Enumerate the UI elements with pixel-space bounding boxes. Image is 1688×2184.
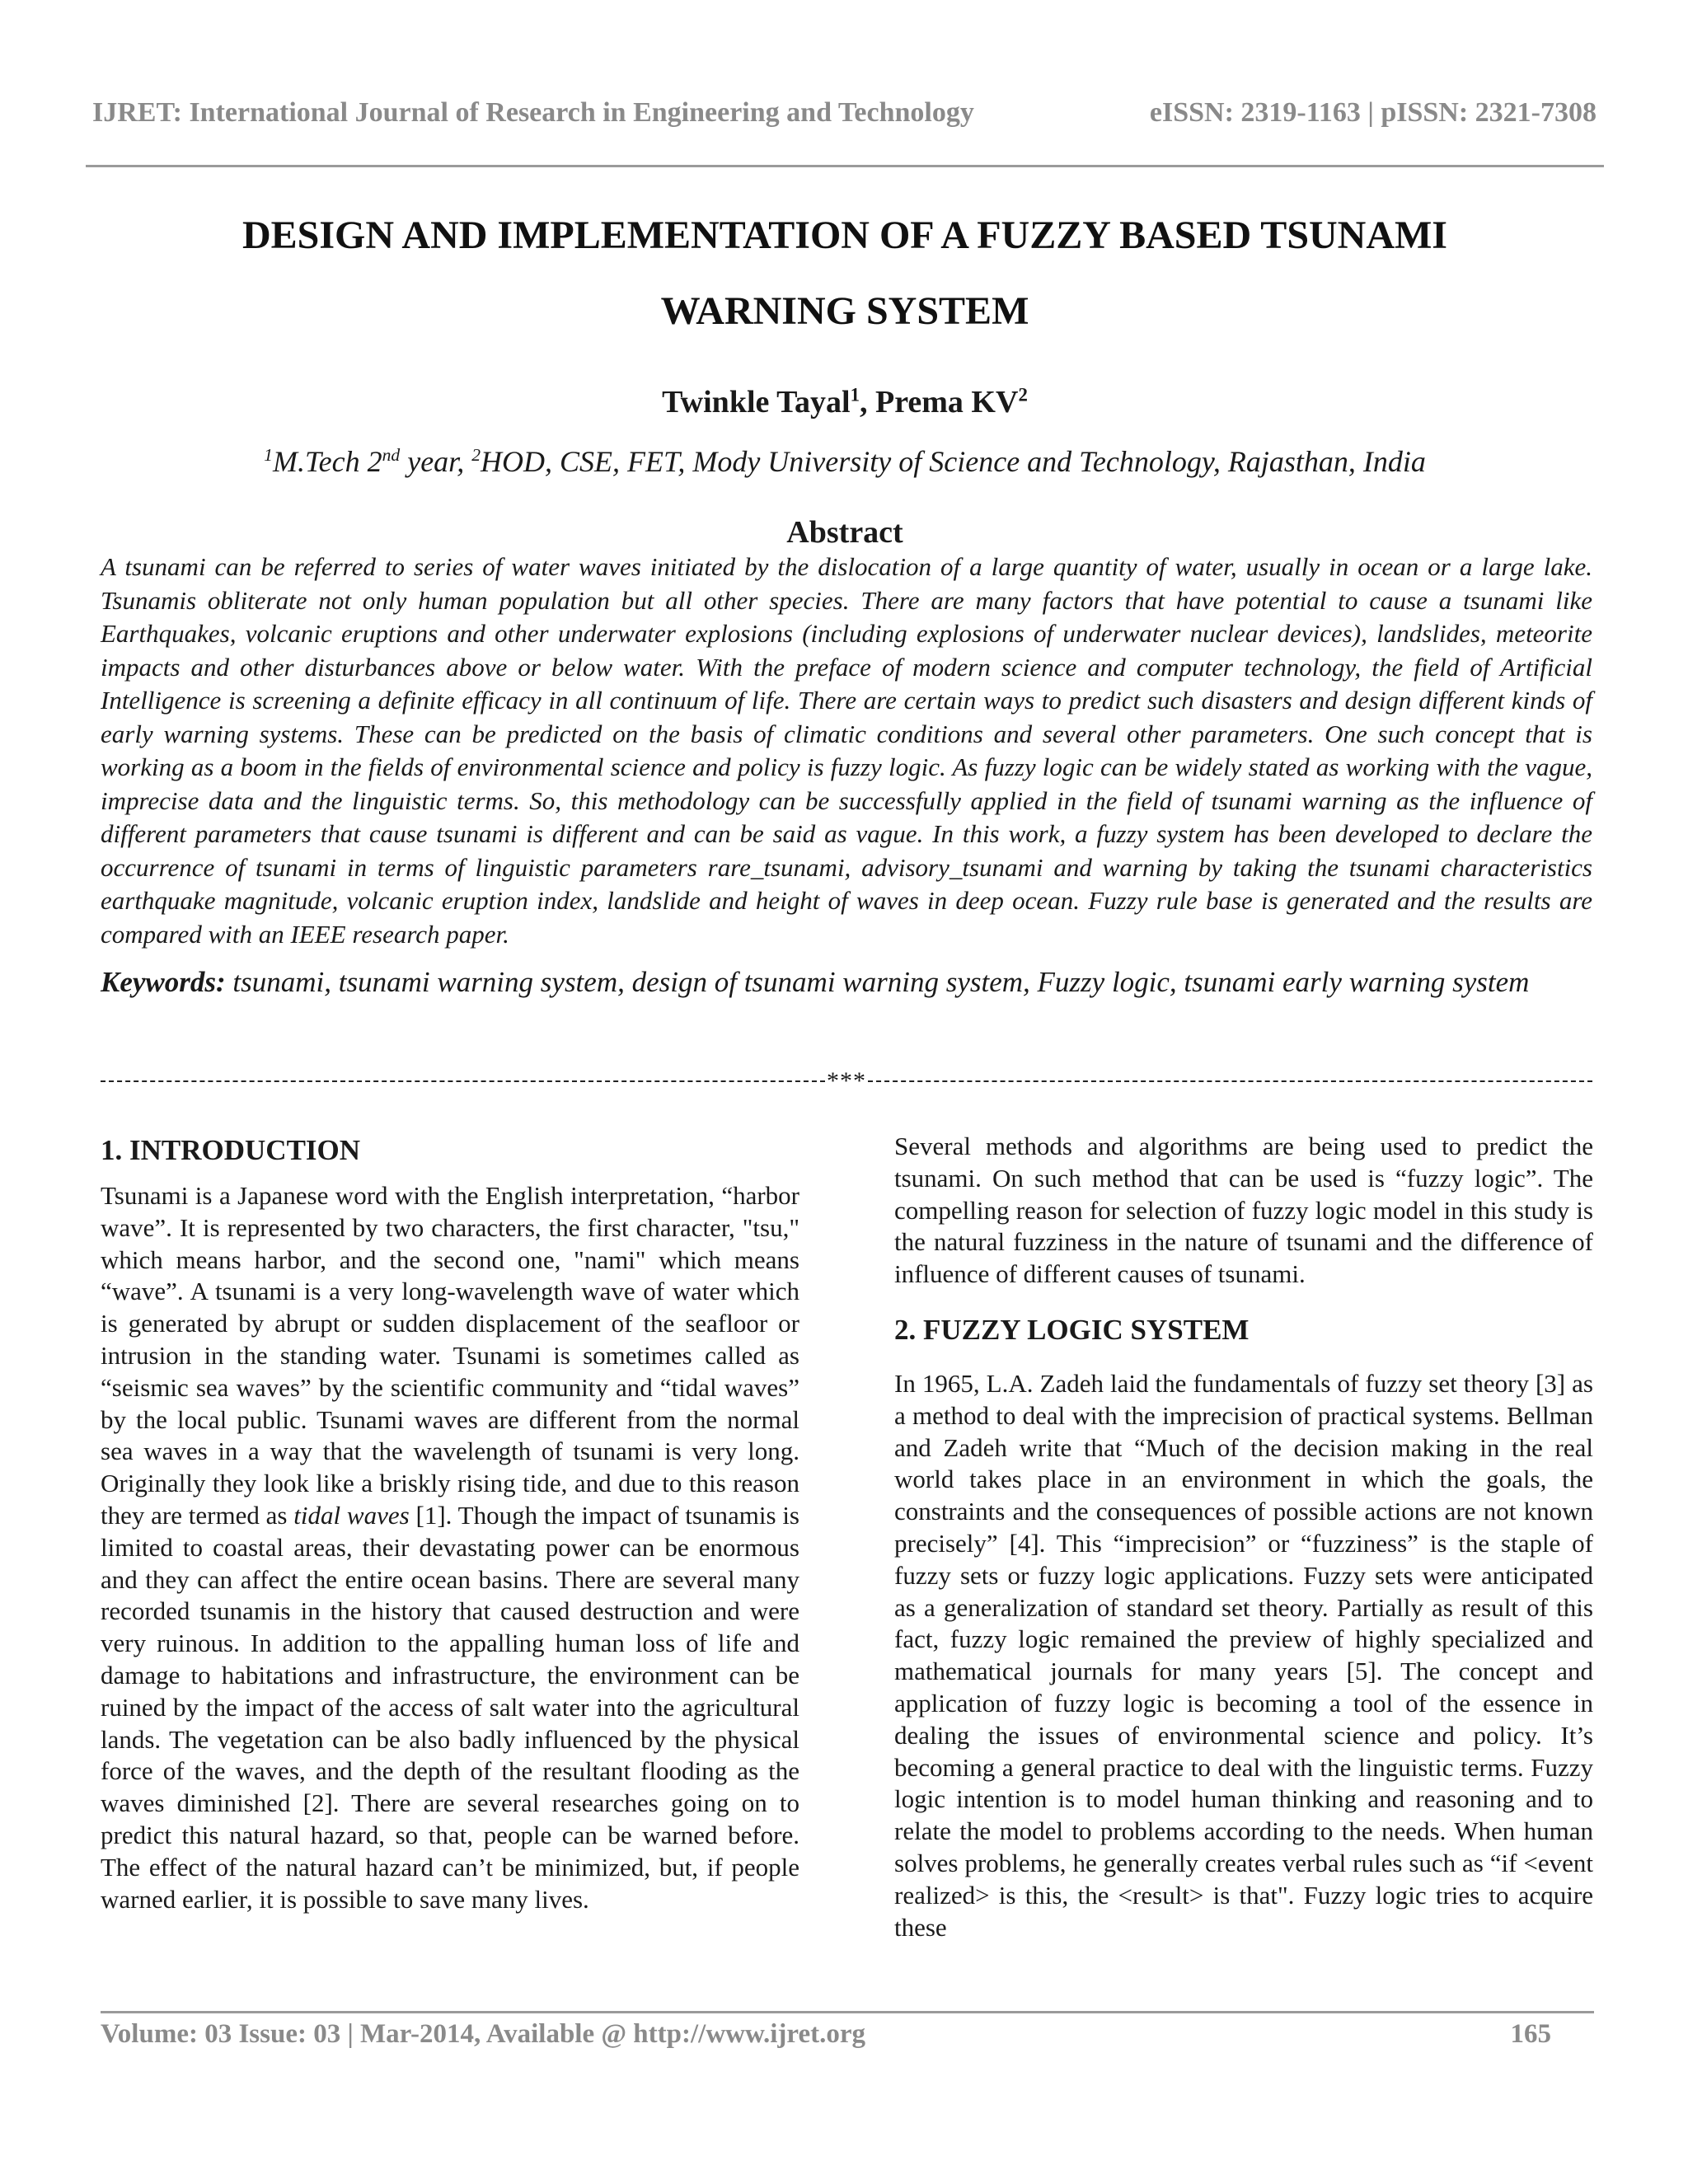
header-rule	[86, 165, 1604, 167]
author-separator: ,	[860, 385, 876, 419]
section-separator	[101, 1065, 1592, 1098]
keywords-text: tsunami, tsunami warning system, design of tsunami warning system, Fuzzy logic, tsunami early warning system	[232, 966, 1530, 998]
affiliation	[82, 438, 1607, 485]
keywords	[101, 956, 1592, 1009]
intro-emphasis: tidal waves	[293, 1500, 410, 1530]
abstract-text: A tsunami can be referred to series of water waves initiated by the dislocation of a large quantity of water, usually in ocean or a large lake. Tsunamis obliterate not only human population but all other species. There are many factors that have potential to cause a tsunami like Earthquakes, volcanic eruptions and other underwater explosions (including explosions of underwater nuclear devices), landslides, meteorite impacts and other disturbances above or below water. With the preface of modern science and computer technology, the field of Artificial Intelligence is screening a definite efficacy in all continuum of life. There are certain ways to predict such disasters and design different kinds of early warning systems. These can be predicted on the basis of climatic conditions and several other parameters. One such concept that is working as a boom in the fields of environmental science and policy is fuzzy logic. As fuzzy logic can be widely stated as working with the vague, imprecise data and the linguistic terms. So, this methodology can be successfully applied in the field of tsunami warning as the influence of different parameters that cause tsunami is different and can be said as vague. In this work, a fuzzy system has been developed to declare the occurrence of tsunami in terms of linguistic parameters rare_tsunami, advisory_tsunami and warning by taking the tsunami characteristics earthquake magnitude, volcanic eruption index, landslide and height of waves in deep ocean. Fuzzy rule base is generated and the results are compared with an IEEE research paper.	[101, 552, 1592, 949]
volume-info: Volume: 03 Issue: 03 | Mar-2014, Available @ http://www.ijret.org	[101, 2019, 865, 2049]
title-line-2: WARNING SYSTEM	[660, 289, 1029, 333]
section-2-heading: 2. FUZZY LOGIC SYSTEM	[894, 1313, 1250, 1346]
intro-continuation: Several methods and algorithms are being used to predict the tsunami. On such method that can be used is “fuzzy logic”. The compelling reason for selection of fuzzy logic model in this study is the natural fuzziness in the nature of tsunami and the difference of influence of different causes of tsunami.	[894, 1132, 1593, 1289]
affil-part-2: year,	[400, 445, 472, 478]
footer-rule	[101, 2011, 1594, 2013]
affil-mark-1: 1	[264, 445, 273, 465]
affil-part-3: HOD, CSE, FET, Mody University of Science and Technology, Rajasthan, India	[481, 445, 1426, 478]
author-1: Twinkle Tayal	[662, 385, 851, 419]
title-line-1: DESIGN AND IMPLEMENTATION OF A FUZZY BASED TSUNAMI	[242, 213, 1447, 257]
page-number: 165	[1510, 2019, 1551, 2049]
affil-ordinal: nd	[382, 445, 401, 465]
intro-text-a: Tsunami is a Japanese word with the English interpretation, “harbor wave”. It is represented by two characters, the first character, "tsu," which means harbor, and the second one, "nami" which means “wave”. A tsunami is a very long-wavelength wave of water which is generated by abrupt or sudden displacement of the seafloor or intrusion in the standing water. Tsunami is sometimes called as “seismic sea waves” by the scientific community and “tidal waves” by the local public. Tsunami waves are different from the normal sea waves in a way that the wavelength of tsunami is very long. Originally they look like a briskly rising tide, and due to this reason they are termed as	[101, 1181, 799, 1530]
section-2-paragraph: In 1965, L.A. Zadeh laid the fundamentals of fuzzy set theory [3] as a method to deal with the imprecision of practical systems. Bellman and Zadeh write that “Much of the decision making in the real world takes place in an environment in which the goals, the constraints and the consequences of possible actions are not known precisely” [4]. This “imprecision” or “fuzziness” is the staple of fuzzy sets or fuzzy logic applications. Fuzzy sets were anticipated as a generalization of standard set theory. Partially as result of this fact, fuzzy logic remained the preview of highly specialized and mathematical journals for many years [5]. The concept and application of fuzzy logic is becoming a tool of the essence in dealing the issues of environmental science and policy. It’s becoming a general practice to deal with the linguistic terms. Fuzzy logic intention is to model human thinking and reasoning and to relate the model to problems according to the needs. When human solves problems, he generally creates verbal rules such as “if <event realized> is this, the <result> is that". Fuzzy logic tries to acquire these	[894, 1368, 1593, 1942]
authors	[82, 379, 1607, 425]
separator-dash-left	[101, 1080, 825, 1082]
section-1-heading: 1. INTRODUCTION	[101, 1134, 361, 1166]
running-header	[92, 97, 1597, 129]
author-2-affil-mark: 2	[1018, 384, 1028, 405]
author-1-affil-mark: 1	[850, 384, 860, 405]
separator-dash-right	[868, 1080, 1592, 1082]
journal-name: IJRET: International Journal of Research in Engineering and Technology	[92, 97, 974, 128]
affil-mark-2: 2	[471, 445, 481, 465]
section-1-paragraph	[101, 1180, 799, 1915]
intro-text-b: [1]. Though the impact of tsunamis is limited to coastal areas, their devastating power can be enormous and they can affect the entire ocean basins. There are several many recorded tsunamis in the history that caused destruction and were very ruinous. In addition to the appalling human loss of life and damage to habitations and infrastructure, the environment can be ruined by the impact of the access of salt water into the agricultural lands. The vegetation can be also badly influenced by the physical force of the waves, and the depth of the resultant flooding as the waves diminished [2]. There are several researches going on to predict this natural hazard, so that, people can be warned before. The effect of the natural hazard can’t be minimized, but, if people warned earlier, it is possible to save many lives.	[101, 1500, 799, 1914]
abstract-heading: Abstract	[786, 515, 903, 550]
column-left	[101, 1131, 799, 1915]
author-2: Prema KV	[875, 385, 1019, 419]
affil-part-1: M.Tech 2	[272, 445, 382, 478]
keywords-label: Keywords:	[101, 966, 226, 998]
paper-title	[82, 198, 1607, 349]
running-footer	[101, 2019, 1551, 2050]
issn: eISSN: 2319-1163 | pISSN: 2321-7308	[1149, 97, 1597, 128]
separator-stars: ***	[827, 1067, 866, 1094]
column-right	[894, 1131, 1593, 1943]
